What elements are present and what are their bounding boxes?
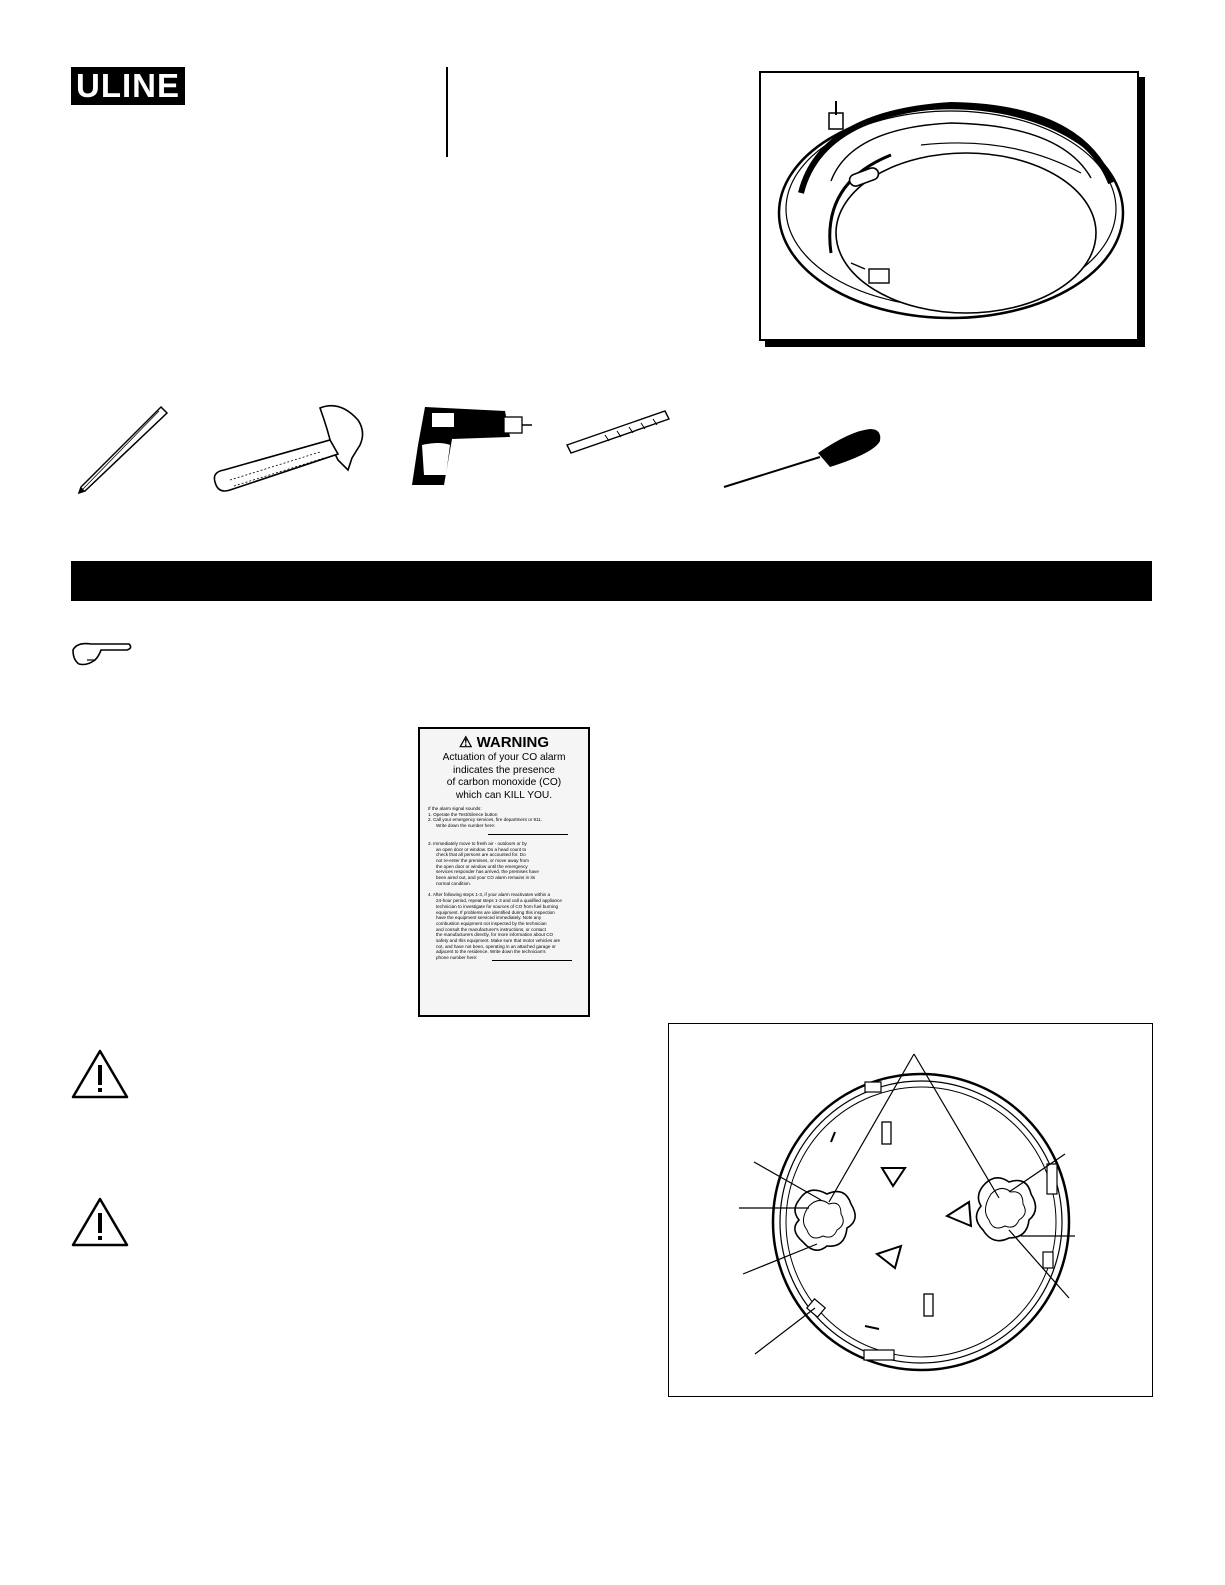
warning-step-3-line: the open door or window until the emergency xyxy=(436,863,528,869)
warning-step-4-line: not, and have not been, operating in an attached garage or xyxy=(436,943,556,949)
write-in-line xyxy=(492,959,572,961)
warning-title: ⚠ WARNING xyxy=(458,734,550,751)
product-image-frame xyxy=(759,71,1139,341)
warning-lead-4: which can KILL YOU. xyxy=(455,789,553,801)
header-divider xyxy=(446,67,448,157)
caution-triangle-icon xyxy=(71,1048,129,1100)
warning-step-4-line: 24-hour period, repeat steps 1-3 and call a qualified appliance xyxy=(436,898,562,904)
caution-triangle-icon xyxy=(71,1196,129,1248)
pointing-hand-icon xyxy=(71,638,133,668)
warning-lead-2: indicates the presence xyxy=(453,764,555,776)
warning-intro: If the alarm signal sounds: xyxy=(428,806,482,811)
mounting-bracket-diagram-icon xyxy=(669,1024,1152,1396)
drill-bit-icon xyxy=(565,405,675,455)
pencil-icon xyxy=(75,405,175,495)
hammer-icon xyxy=(210,400,375,495)
drill-icon xyxy=(410,405,535,490)
warning-step-4-line: 4. After following steps 1-3, if your alarm reactivates within a xyxy=(428,892,551,898)
co-alarm-product-icon xyxy=(761,73,1137,339)
screwdriver-icon xyxy=(720,425,885,495)
warning-step-4-line: and consult the manufacturer's instructions, or contact xyxy=(436,926,546,932)
warning-step-3-line: been aired out, and your CO alarm remains in its xyxy=(436,875,536,881)
warning-step-3-line: normal condition. xyxy=(436,880,471,886)
warning-step-4-line: phone number here: xyxy=(436,955,478,961)
section-heading-bar xyxy=(71,561,1152,601)
warning-lead-1: Actuation of your CO alarm xyxy=(442,752,566,763)
warning-step-4-line: the manufacturers directly, for more information about CO xyxy=(436,932,554,938)
warning-step-3-line: an open door or window. Do a head count to xyxy=(436,846,527,852)
co-warning-label xyxy=(418,727,590,1017)
warning-step-1: 1. Operate the Test/Silence button xyxy=(428,811,498,817)
warning-step-4-line: safety and this equipment. Make sure that motor vehicles are xyxy=(436,938,561,944)
warning-step-3-line: check that all persons are accounted for. Do xyxy=(436,852,526,858)
uline-logo: ULINE xyxy=(71,67,185,105)
warning-step-4-line: have the equipment serviced immediately. Note any xyxy=(436,915,542,921)
warning-step-4-line: adjacent to the residence. Write down the technician's xyxy=(436,949,546,955)
warning-step-4-line: technician to investigate for sources of CO from fuel burning xyxy=(436,903,559,909)
write-in-line xyxy=(488,833,568,835)
warning-step-2: 2. Call your emergency services, fire department or 911. xyxy=(428,817,543,823)
warning-step-3-line: services responder has arrived, the premises have xyxy=(436,869,539,875)
warning-step-4-line: equipment. If problems are identified during this inspection xyxy=(436,909,555,915)
warning-step-3-line: 3. Immediately move to fresh air - outdoors or by xyxy=(428,840,527,846)
warning-lead-3: of carbon monoxide (CO) xyxy=(446,777,562,788)
mounting-bracket-diagram-frame xyxy=(668,1023,1153,1397)
warning-step-3-line: not re-enter the premises, or move away from xyxy=(436,857,529,863)
warning-step-4-line: combustion equipment not inspected by the technician xyxy=(436,920,547,926)
warning-step-2b: Write down the number here: xyxy=(436,823,496,829)
